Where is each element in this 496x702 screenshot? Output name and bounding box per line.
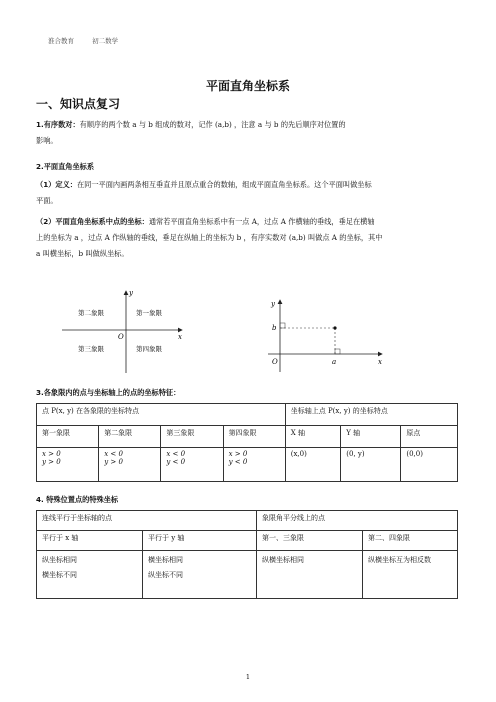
paragraph-definition (36, 177, 466, 209)
right-angle-mark-y (280, 323, 285, 328)
coordinates-line3: a 叫横坐标，b 叫做纵坐标。 (36, 249, 129, 258)
coordinate-features-table (36, 403, 458, 482)
definition-text: 在同一平面内画两条相互垂直并且原点重合的数轴，组成平面直角坐标系。这个平面叫做坐标 (76, 180, 372, 189)
table1-head-left: 点 P(x, y) 在各象限的坐标特点 (37, 404, 286, 426)
point-a (333, 326, 336, 329)
table-cell: 纵横坐标互为相反数 (363, 551, 458, 599)
special-position-table (36, 510, 458, 599)
section3-title: 3.各象限内的点与坐标轴上的点的坐标特征： (36, 388, 181, 397)
quadrant-diagram (58, 285, 198, 377)
table1-col-y-axis: Y 轴 (341, 426, 401, 448)
table-cell: 纵坐标相同 横坐标不同 (37, 551, 143, 599)
header-org: 淮合教育 (48, 37, 74, 45)
paragraph-point-coordinates (36, 214, 466, 262)
coordinates-line2: 上的坐标为 a ，过点 A 作纵轴的垂线，垂足在纵轴上的坐标为 b ，有序实数对 (a,b) 叫做点 A 的坐标，其中 (36, 233, 383, 242)
page-number: 1 (245, 673, 251, 681)
table-cell: x < 0 y < 0 (161, 448, 223, 482)
right-angle-mark-x (335, 349, 340, 354)
table1-col-origin: 原点 (401, 426, 458, 448)
coordinates-text: 通常若平面直角坐标系中有一点 A，过点 A 作横轴的垂线，垂足在横轴 (148, 217, 375, 226)
subheading-coordinate-system: 2.平面直角坐标系 (36, 162, 95, 171)
point-coordinate-diagram (262, 296, 392, 376)
table1-head-right: 坐标轴上点 P(x, y) 的坐标特点 (285, 404, 457, 426)
origin-label: O (272, 358, 278, 366)
b-label: b (272, 324, 277, 332)
table2-col-parallel-y: 平行于 y 轴 (143, 531, 257, 551)
coordinates-label: （2）平面直角坐标系中点的坐标： (36, 217, 149, 226)
paragraph-ordered-pair (36, 117, 466, 149)
ordered-pair-label: 1.有序数对： (36, 120, 80, 129)
section-heading: 一、知识点复习 (36, 97, 121, 111)
table-cell: x > 0 y < 0 (223, 448, 285, 482)
page-title: 平面直角坐标系 (205, 79, 290, 93)
table1-col-q1: 第一象限 (37, 426, 99, 448)
table-cell: (x,0) (285, 448, 341, 482)
origin-label: O (118, 333, 124, 341)
table1-col-q4: 第四象限 (223, 426, 285, 448)
table2-col-parallel-x: 平行于 x 轴 (37, 531, 143, 551)
table1-col-q2: 第二象限 (99, 426, 161, 448)
table2-col-bisector-24: 第二、四象限 (363, 531, 458, 551)
y-axis-label: y (129, 289, 133, 297)
table2-head-left: 连线平行于坐标轴的点 (37, 511, 257, 531)
table-cell: x > 0 y > 0 (37, 448, 99, 482)
ordered-pair-text: 有顺序的两个数 a 与 b 组成的数对，记作 (a,b) ，注意 a 与 b 的先后顺序对位置的 (79, 120, 346, 129)
table2-col-bisector-13: 第一、三象限 (257, 531, 363, 551)
quadrant-1-label: 第一象限 (136, 309, 162, 317)
table-cell: (0, y) (341, 448, 401, 482)
a-label: a (332, 358, 337, 366)
table1-col-q3: 第三象限 (161, 426, 223, 448)
x-axis-label: x (378, 358, 382, 366)
table-cell: 纵横坐标相同 (257, 551, 363, 599)
definition-cont: 平面。 (36, 196, 58, 205)
header-grade: 初二数学 (92, 37, 119, 45)
page-header (48, 36, 134, 45)
definition-label: （1）定义： (36, 180, 77, 189)
y-axis-label: y (271, 300, 275, 308)
x-axis-label: x (178, 333, 182, 341)
quadrant-4-label: 第四象限 (136, 345, 162, 353)
table-cell: (0,0) (401, 448, 458, 482)
table2-head-right: 象限角平分线上的点 (257, 511, 458, 531)
table1-col-x-axis: X 轴 (285, 426, 341, 448)
table-cell: x < 0 y > 0 (99, 448, 161, 482)
ordered-pair-cont: 影响。 (36, 136, 58, 145)
quadrant-2-label: 第二象限 (78, 309, 104, 317)
quadrant-3-label: 第三象限 (78, 345, 104, 353)
table-cell: 横坐标相同 纵坐标不同 (143, 551, 257, 599)
section4-title: 4. 特殊位置点的特殊坐标 (36, 495, 119, 504)
